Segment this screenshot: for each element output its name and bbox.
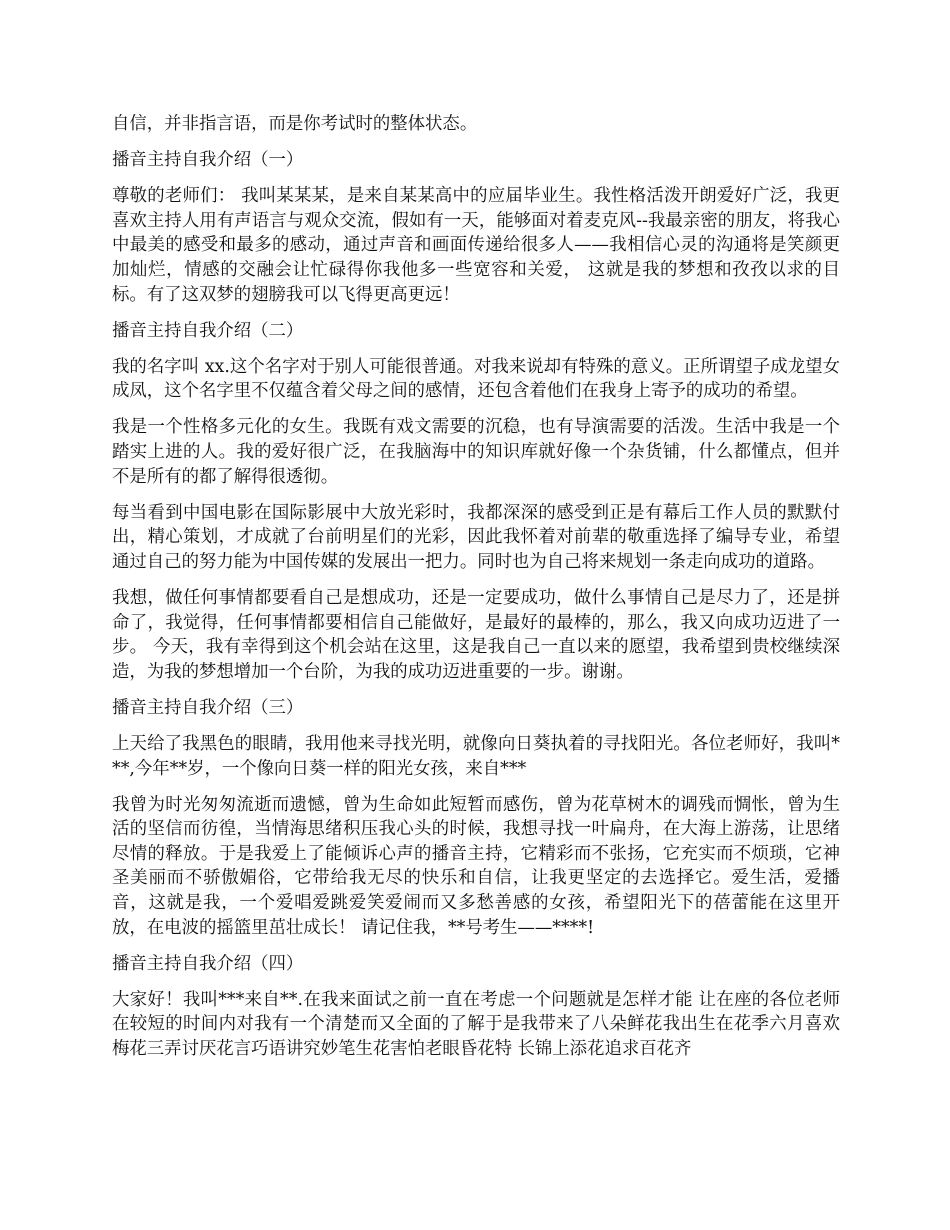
section-3-paragraph-2: 我曾为时光匆匆流逝而遗憾，曾为生命如此短暂而感伤，曾为花草树木的调残而惆怅，曾为生活的坚信而彷徨，当情海思绪积压我心头的时候，我想寻找一叶扁舟，在大海上游荡，让思绪尽情的释放。于是我爱上了能倾诉心声的播音主持，它精彩而不张扬，它充实而不烦琐，它神圣美丽而不骄傲媚俗，它带给我无尽的快乐和自信，让我更坚定的去选择它。爱生活，爱播音，这就是我，一个爱唱爱跳爱笑爱闹而又多愁善感的女孩，希望阳光下的蓓蕾能在这里开放，在电波的摇篮里茁壮成长！ 请记住我，**号考生——****! <box>112 794 840 938</box>
section-2-paragraph-4: 我想，做任何事情都要看自己是想成功，还是一定要成功，做什么事情自己是尽力了，还是拼命了，我觉得，任何事情都要相信自己能做好，是最好的最棒的，那么，我又向成功迈进了一步。 今天，我有幸得到这个机会站在这里，这是我自己一直以来的愿望，我希望到贵校继续深造，为我的梦想增加一个台阶，为我的成功迈进重要的一步。谢谢。 <box>112 588 840 682</box>
section-heading-4: 播音主持自我介绍（四） <box>112 953 304 974</box>
document-page <box>112 112 840 1073</box>
section-heading-3: 播音主持自我介绍（三） <box>112 697 304 718</box>
section-heading-1: 播音主持自我介绍（一） <box>112 150 304 171</box>
section-2-paragraph-3: 每当看到中国电影在国际影展中大放光彩时，我都深深的感受到正是有幕后工作人员的默默付出，精心策划，才成就了台前明星们的光彩，因此我怀着对前辈的敬重选择了编导专业，希望通过自己的努力能为中国传媒的发展出一把力。同时也为自己将来规划一条走向成功的道路。 <box>112 502 840 572</box>
section-4-paragraph-1: 大家好！我叫***来自**.在我来面试之前一直在考虑一个问题就是怎样才能 让在座的各位老师在较短的时间内对我有一个清楚而又全面的了解于是我带来了八朵鲜花我出生在花季六月喜欢梅花三弄讨厌花言巧语讲究妙笔生花害怕老眼昏花特 长锦上添花追求百花齐 <box>112 989 840 1059</box>
section-2-paragraph-2: 我是一个性格多元化的女生。我既有戏文需要的沉稳，也有导演需要的活泼。生活中我是一个踏实上进的人。我的爱好很广泛，在我脑海中的知识库就好像一个杂货铺，什么都懂点，但并不是所有的都了解得很透彻。 <box>112 417 840 487</box>
section-2-paragraph-1: 我的名字叫 xx.这个名字对于别人可能很普通。对我来说却有特殊的意义。正所谓望子成龙望女成凤，这个名字里不仅蕴含着父母之间的感情，还包含着他们在我身上寄予的成功的希望。 <box>112 356 840 402</box>
section-1-paragraph-1: 尊敬的老师们： 我叫某某某，是来自某某高中的应届毕业生。我性格活泼开朗爱好广泛，我更喜欢主持人用有声语言与观众交流，假如有一天，能够面对着麦克风--我最亲密的朋友，将我心中最美的感受和最多的感动，通过声音和画面传递给很多人——我相信心灵的沟通将是笑颜更加灿烂，情感的交融会让忙碌得你我他多一些宽容和关爱， 这就是我的梦想和孜孜以求的目标。有了这双梦的翅膀我可以飞得更高更远！ <box>112 186 840 305</box>
section-heading-2: 播音主持自我介绍（二） <box>112 320 304 341</box>
intro-paragraph: 自信，并非指言语，而是你考试时的整体状态。 <box>112 114 478 134</box>
section-3-paragraph-1: 上天给了我黑色的眼睛，我用他来寻找光明，就像向日葵执着的寻找阳光。各位老师好，我叫***,今年**岁，一个像向日葵一样的阳光女孩，来自*** <box>112 733 840 779</box>
